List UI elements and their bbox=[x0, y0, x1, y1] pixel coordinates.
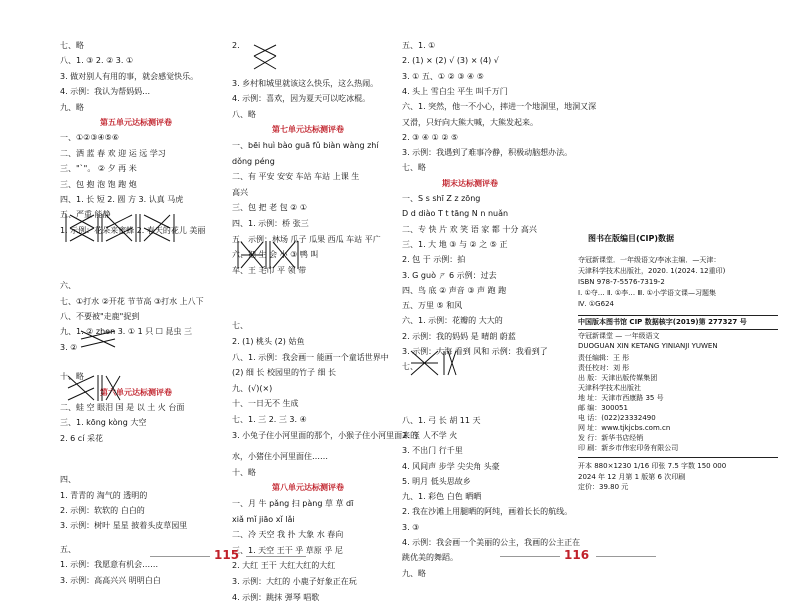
answer-line: 八、1. ③ 2. ② 3. ① bbox=[60, 56, 134, 66]
answer-line: 5. 明月 低头思故乡 bbox=[402, 476, 471, 486]
answer-line: 七、略 bbox=[60, 41, 84, 50]
answer-line: 三、"`"。 ② 夕 再 米 bbox=[60, 164, 137, 174]
answer-line: 九、(√)(×) bbox=[232, 383, 273, 393]
answer-line: 1. 示例：花朵来蜜蜂 2. 春天的花儿 美丽 bbox=[60, 225, 206, 235]
answer-line: 4. 示例：我认为帮妈妈… bbox=[60, 87, 151, 97]
answer-line: 2. 6 cí 采花 bbox=[60, 433, 103, 443]
cip-line: 天津科学技术出版社，2020. 1(2024. 12重印) bbox=[578, 267, 726, 275]
answer-line: (2) 细 长 校园里的竹子 细 长 bbox=[232, 368, 337, 378]
answer-line: 4. 示例：跳抹 弹琴 唱歌 bbox=[232, 592, 320, 602]
answer-line: 4. 示例：我会画一个美丽的公主，我画的公主正在 bbox=[402, 538, 581, 547]
answer-line: 二、蛙 空 眼泪 国 是 以 土 火 台面 bbox=[60, 403, 185, 412]
answer-line: 3. 示例：我遇到了难事冷静，积极动脑想办法。 bbox=[402, 148, 573, 158]
answer-line: 七、略 bbox=[402, 163, 426, 173]
answer-line: 六、1. 示例：花瓣的 大大的 bbox=[402, 316, 503, 326]
publisher-info: 网 址：www.tjkjcbs.com.cn bbox=[578, 424, 671, 432]
publisher-info: 印 刷：新乡市伟宏印务有限公司 bbox=[578, 444, 679, 452]
answer-line: 九、略 bbox=[402, 568, 426, 578]
answer-line: 跳优美的舞蹈。 bbox=[402, 553, 458, 563]
answer-line: 二、洒 蓝 春 欢 迎 运 远 学习 bbox=[60, 148, 166, 158]
matching-diagram bbox=[64, 372, 124, 404]
answer-line: 十、略 bbox=[232, 467, 256, 477]
publisher-info: 天津科学技术出版社 bbox=[578, 384, 641, 392]
cip-line: 夺冠新课堂．一年级语文/李冰主编．—天津： bbox=[578, 256, 721, 264]
answer-line: 四、1. 示例：桥 张三 bbox=[232, 219, 309, 228]
answer-line: 一、bēi huì bào guā fǔ biàn wàng zhí bbox=[232, 141, 379, 150]
section-header: 第七单元达标测评卷 bbox=[272, 125, 344, 135]
answer-line: 3. ① 五、① ② ③ ④ ⑤ bbox=[402, 71, 484, 81]
answer-line: 三、1. 天空 王干 乎 草原 乎 尼 bbox=[232, 545, 343, 555]
answer-line: 四、 bbox=[60, 475, 76, 485]
answer-line: 3. ③ bbox=[402, 522, 420, 532]
answer-line: 2. ③ ④ ① ② ⑤ bbox=[402, 132, 459, 142]
answer-line: 3. 不出门 行千里 bbox=[402, 446, 463, 456]
answer-line: 2. 示例：软软的 白白的 bbox=[60, 506, 145, 515]
answer-line: 3. 示例：大海 看到 风和 示例：我看到了 bbox=[402, 347, 548, 356]
cip-title: 图书在版编目(CIP)数据 bbox=[588, 234, 675, 243]
cip-line: Ⅳ. ①G624 bbox=[578, 300, 614, 308]
page-number-left: 115 bbox=[214, 548, 240, 562]
answer-line: 三、1. kōng kòng 大空 bbox=[60, 418, 147, 428]
publisher-info: 邮 编：300051 bbox=[578, 404, 628, 412]
answer-line: 七、 bbox=[402, 362, 418, 372]
answer-line: 2. 包 于 示例：拍 bbox=[402, 255, 466, 265]
answer-line: 九、1. 彩色 白色 晒晒 bbox=[402, 492, 482, 502]
answer-line: 4. 头上 雪白尘 平生 叫千万门 bbox=[402, 86, 508, 96]
answer-line: 2. 示例：我的妈妈 是 晴朗 蔚蓝 bbox=[402, 331, 516, 341]
page-number-right: 116 bbox=[564, 548, 590, 562]
section-header: 第八单元达标测评卷 bbox=[272, 483, 344, 493]
answer-line: 十、略 bbox=[60, 372, 84, 382]
answer-line: 四、1. 长 短 2. 圆 方 3. 认真 马虎 bbox=[60, 195, 184, 204]
cip-number: 中国版本图书馆 CIP 数据核字(2019)第 277327 号 bbox=[578, 318, 747, 326]
answer-line: 3. 乡村和城里就该这么快乐，这么热闹。 bbox=[232, 78, 379, 88]
print-spec: 定价：39.80 元 bbox=[578, 483, 629, 491]
answer-line: 六、1. 突然，他一不小心，摔进一个地洞里，地洞又深 bbox=[402, 102, 597, 112]
answer-line: 一、①②③④⑤⑥ bbox=[60, 133, 120, 143]
answer-line: 水，小猪住小河里面住…… bbox=[232, 452, 328, 462]
answer-line: 二、冷 天空 我 扑 大象 水 春向 bbox=[232, 530, 344, 540]
answer-line: 八、1. 弓 长 胡 11 天 bbox=[402, 415, 481, 425]
answer-line: 五、万里 ⑤ 和风 bbox=[402, 301, 463, 311]
cip-line: Ⅰ. ①夺… Ⅱ. ①李… Ⅲ. ①小学语文课—习题集 bbox=[578, 289, 716, 297]
section-header: 期末达标测评卷 bbox=[442, 178, 498, 188]
answer-line: 3. G guò ㄕ 6 示例：过去 bbox=[402, 270, 497, 280]
answer-line: 3. 做对别人有用的事，就会感觉快乐。 bbox=[60, 71, 199, 81]
answer-line: 1. 青青的 淘气的 透明的 bbox=[60, 490, 148, 500]
answer-line: 4. 示例：喜欢，因为夏天可以吃冰棍。 bbox=[232, 94, 371, 104]
answer-line: 3. 示例：大红的 小鹿子好象正在玩 bbox=[232, 577, 357, 586]
matching-diagram bbox=[64, 211, 184, 245]
answer-line: 九、1. ② zhen 3. ① 1 只 ☐ 昆虫 三 bbox=[60, 327, 193, 337]
answer-line: 三、包 把 老 包 ② ① bbox=[232, 203, 308, 213]
answer-line: 八、不要被"走鹿"捉到 bbox=[60, 312, 140, 321]
answer-line: 七、1. 三 2. 三 3. ④ bbox=[232, 415, 307, 424]
answer-line: 2. bbox=[232, 41, 240, 50]
matching-diagram bbox=[408, 348, 458, 378]
answer-line: 又滑，只好向大熊大喊，大熊发起来。 bbox=[402, 117, 538, 127]
answer-line: 五、严重 能静 bbox=[60, 210, 111, 220]
answer-line: 六、把 生 会 小 ③ 鸭 叫 bbox=[232, 250, 319, 260]
answer-line: 四、鸟 底 ② 声音 ③ 声 跑 跑 bbox=[402, 285, 507, 295]
answer-line: 五、 bbox=[60, 544, 76, 554]
answer-line: 一、月 牛 pǎng 扫 pàng 草 草 dī bbox=[232, 499, 354, 508]
answer-line: 3. 小兔子住小河里面的那个，小猴子住小河里面来的 bbox=[232, 430, 419, 440]
answer-line: 2. 我在沙滩上用腿晒的阿纯，画着长长的航线。 bbox=[402, 507, 573, 517]
section-header: 第六单元达标测评卷 bbox=[100, 387, 172, 397]
publisher-info: 电 话：(022)23332490 bbox=[578, 414, 656, 422]
answer-line: 八、1. 示例：我会画一 能画一个童话世界中 bbox=[232, 352, 389, 362]
book-title: 夺冠新课堂 — 一年级语文 bbox=[578, 332, 660, 340]
publisher-info: 发 行：新华书店经销 bbox=[578, 434, 644, 442]
publisher-info: 出 版：天津出版传媒集团 bbox=[578, 374, 658, 382]
answer-line: 三、1. 大 地 ③ 与 ② 之 ⑤ 正 bbox=[402, 239, 508, 249]
answer-line: D d diào T t tāng N n nuǎn bbox=[402, 209, 509, 219]
cip-line: ISBN 978-7-5576-7319-2 bbox=[578, 278, 665, 286]
answer-line: 二、有 平安 安安 车站 车站 上课 生 bbox=[232, 172, 360, 182]
answer-line: 七、①打水 ②开花 节节高 ③打水 上八下 bbox=[60, 296, 204, 306]
answer-line: 2. 玉 人不学 火 bbox=[402, 430, 458, 440]
answer-line: 3. 示例：树叶 星星 披着头皮草园里 bbox=[60, 521, 188, 531]
answer-line: 六、 bbox=[60, 281, 76, 291]
matching-diagram bbox=[236, 238, 300, 272]
answer-line: 2. (1) × (2) √ (3) × (4) √ bbox=[402, 56, 499, 66]
answer-line: 2. (1) 桃头 (2) 姑鱼 bbox=[232, 337, 305, 346]
answer-line: 七、 bbox=[232, 321, 248, 331]
answer-line: 八、略 bbox=[232, 109, 256, 119]
print-spec: 开本 880×1230 1/16 印张 7.5 字数 150 000 bbox=[578, 462, 727, 470]
answer-line: 十、一日无不 生成 bbox=[232, 399, 299, 409]
answer-line: 3. 示例：高高兴兴 明明白白 bbox=[60, 575, 161, 585]
answer-line: 2. 大红 王干 大红大红的大红 bbox=[232, 561, 336, 571]
answer-line: 1. 示例：我愿意有机会…… bbox=[60, 560, 159, 570]
answer-line: 3. ② bbox=[60, 342, 78, 352]
publisher-info: 责任校对：刘 彤 bbox=[578, 364, 630, 372]
matching-diagram bbox=[78, 328, 118, 350]
publisher-info: 地 址：天津市西康路 35 号 bbox=[578, 394, 664, 402]
answer-line: 三、包 抱 泡 饱 跑 炮 bbox=[60, 179, 137, 189]
answer-line: 五、1. ① bbox=[402, 41, 436, 50]
answer-line: xiǎ mǐ jiāo xǐ lǎi bbox=[232, 514, 295, 524]
answer-line: 二、专 快 片 欢 笑 语 家 都 十分 高兴 bbox=[402, 224, 537, 234]
answer-line: 九、略 bbox=[60, 102, 84, 112]
answer-line: 高兴 bbox=[232, 187, 248, 197]
answer-line: 4. 风间声 步学 尖尖角 头豪 bbox=[402, 461, 500, 471]
answer-line: 一、S s shī Z z zōng bbox=[402, 194, 481, 203]
book-pinyin: DUOGUAN XIN KETANG YINIANJI YUWEN bbox=[578, 342, 718, 350]
matching-diagram bbox=[250, 42, 280, 72]
answer-line: 五、示例：林场 瓜子 瓜果 西瓜 车站 平广 bbox=[232, 234, 381, 244]
answer-line: 车、王 毛巾 平 领 带 bbox=[232, 265, 307, 275]
print-spec: 2024 年 12 月第 1 版第 6 次印刷 bbox=[578, 472, 686, 481]
answer-line: dǒng péng bbox=[232, 156, 275, 166]
section-header: 第五单元达标测评卷 bbox=[100, 118, 172, 127]
publisher-info: 责任编辑：王 彤 bbox=[578, 354, 630, 362]
